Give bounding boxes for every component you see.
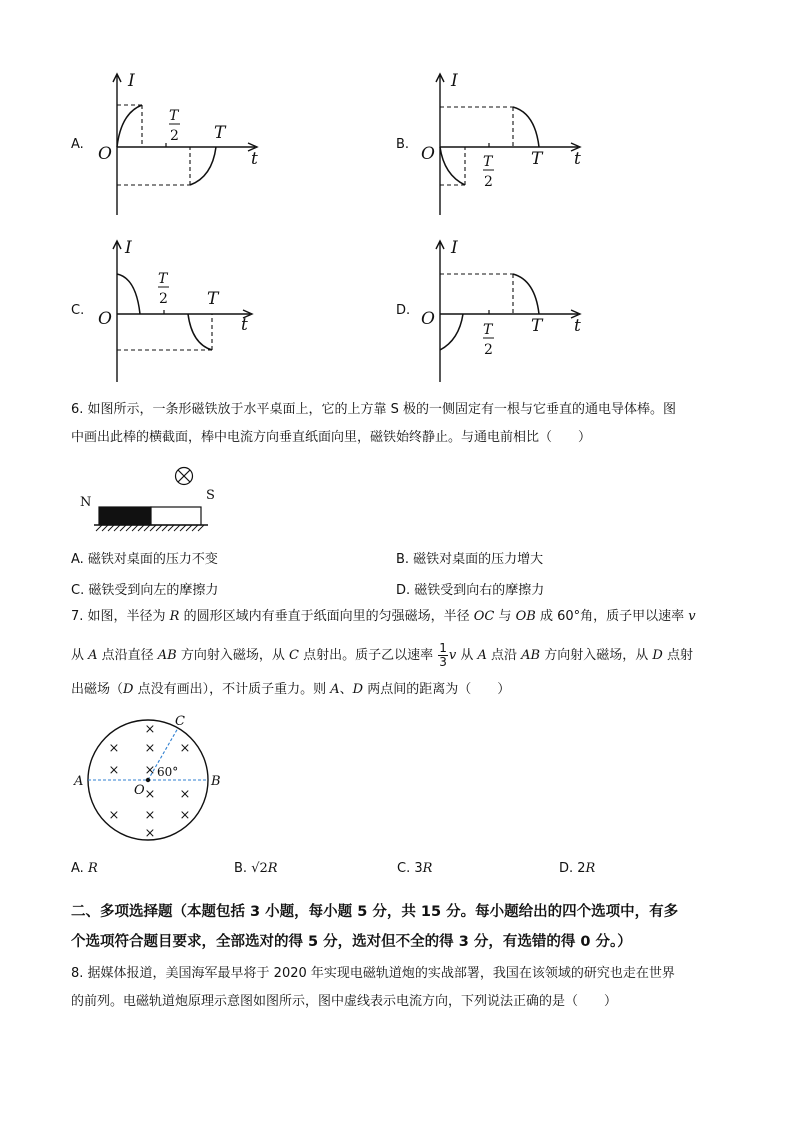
option-c-label: C. [71, 303, 85, 318]
south-pole-label: S [206, 488, 215, 503]
svg-text:×: × [179, 741, 191, 756]
half-period-denominator: 2 [484, 174, 493, 190]
q6-magnet-figure [76, 462, 226, 534]
q8-stem-line-1: 8. 据媒体报道，美国海军最早将于 2020 年实现电磁轨道炮的实战部署，我国在该领域的研究也走在世界 [71, 966, 675, 981]
axis-label-t: t [574, 316, 581, 336]
svg-text:×: × [144, 826, 156, 841]
fraction-one-third: $\frac{1}{3}$ [439, 641, 447, 669]
half-period-numerator: T [158, 271, 168, 287]
axis-label-t: t [574, 149, 581, 169]
svg-text:×: × [144, 763, 156, 778]
q6-option-b[interactable]: B. 磁铁对桌面的压力增大 [396, 552, 544, 567]
q6-option-d[interactable]: D. 磁铁受到向右的摩擦力 [396, 583, 545, 598]
svg-text:×: × [144, 787, 156, 802]
current-curve [440, 314, 463, 350]
q7-option-a[interactable]: A. R [71, 861, 98, 876]
option-b-label: B. [396, 137, 410, 152]
period-label: T [531, 316, 543, 336]
point-b-label: B [211, 774, 221, 789]
svg-text:×: × [108, 741, 120, 756]
graph-a [90, 65, 270, 220]
origin-label: O [421, 309, 435, 329]
center-point [146, 778, 150, 782]
svg-text:×: × [144, 722, 156, 737]
q6-option-a[interactable]: A. 磁铁对桌面的压力不变 [71, 552, 218, 567]
half-period-numerator: T [483, 154, 493, 170]
origin-label: O [98, 309, 112, 329]
q7-stem-line-1: 7. 如图，半径为 R 的圆形区域内有垂直于纸面向里的匀强磁场，半径 OC 与 OB 成 60°角，质子甲以速率 v [71, 609, 696, 624]
svg-text:×: × [179, 808, 191, 823]
graph-c [90, 232, 270, 387]
half-period-numerator: T [169, 108, 179, 124]
svg-text:×: × [144, 741, 156, 756]
axis-label-t: t [251, 149, 258, 169]
section-2-heading-line-2: 个选项符合题目要求，全部选对的得 5 分，选对但不全的得 3 分，有选错的得 0 分。） [71, 934, 632, 950]
north-pole-label: N [80, 495, 92, 510]
magnet-north-half [99, 507, 151, 525]
half-period-denominator: 2 [170, 128, 179, 144]
svg-text:×: × [179, 787, 191, 802]
q6-option-c[interactable]: C. 磁铁受到向左的摩擦力 [71, 583, 219, 598]
q7-option-b[interactable]: B. √2R [234, 861, 278, 876]
section-2-heading-line-1: 二、多项选择题（本题包括 3 小题，每小题 5 分，共 15 分。每小题给出的四个选项中，有多 [71, 904, 679, 920]
option-a-label: A. [71, 137, 84, 152]
half-period-denominator: 2 [484, 342, 493, 358]
graph-b [413, 65, 593, 220]
point-c-label: C [175, 714, 185, 729]
q7-circle-figure [70, 712, 230, 852]
axis-label-i: I [451, 238, 458, 258]
current-curve [117, 105, 142, 147]
q6-stem-line-1: 6. 如图所示，一条形磁铁放于水平桌面上，它的上方靠 S 极的一侧固定有一根与它垂直的通电导体棒。图 [71, 402, 677, 417]
current-curve [440, 147, 465, 185]
period-label: T [214, 123, 226, 143]
current-curve [513, 107, 539, 147]
desk-hatching [96, 525, 204, 531]
q7-stem-line-3: 出磁场（D 点没有画出），不计质子重力。则 A、D 两点间的距离为（ ） [71, 682, 511, 697]
svg-text:×: × [108, 763, 120, 778]
origin-label: O [98, 144, 112, 164]
center-o-label: O [134, 783, 145, 798]
svg-text:×: × [144, 808, 156, 823]
half-period-denominator: 2 [159, 291, 168, 307]
half-period-numerator: T [483, 322, 493, 338]
axis-label-i: I [125, 238, 132, 258]
q7-stem-line-2: 从 A 点沿直径 AB 方向射入磁场，从 C 点射出。质子乙以速率 $\frac{1}{3}$ v 从 A 点沿 AB 方向射入磁场，从 D 点射 [71, 641, 693, 669]
period-label: T [207, 289, 219, 309]
q6-stem-line-2: 中画出此棒的横截面，棒中电流方向垂直纸面向里，磁铁始终静止。与通电前相比（ ） [71, 430, 592, 445]
axis-label-t: t [241, 315, 248, 335]
q8-stem-line-2: 的前列。电磁轨道炮原理示意图如图所示，图中虚线表示电流方向，下列说法正确的是（ ） [71, 994, 618, 1009]
q7-option-d[interactable]: D. 2R [559, 861, 596, 876]
current-curve [513, 274, 539, 314]
current-curve [117, 274, 140, 314]
option-d-label: D. [396, 303, 411, 318]
current-into-page-icon [176, 468, 193, 485]
current-curve [190, 147, 216, 185]
period-label: T [531, 149, 543, 169]
axis-label-i: I [128, 71, 135, 91]
graph-d [413, 232, 593, 387]
q7-option-c[interactable]: C. 3R [397, 861, 433, 876]
angle-label: 60° [157, 765, 179, 779]
magnet-south-half [151, 507, 201, 525]
svg-text:×: × [108, 808, 120, 823]
axis-label-i: I [451, 71, 458, 91]
point-a-label: A [74, 774, 84, 789]
origin-label: O [421, 144, 435, 164]
current-curve [188, 314, 212, 350]
